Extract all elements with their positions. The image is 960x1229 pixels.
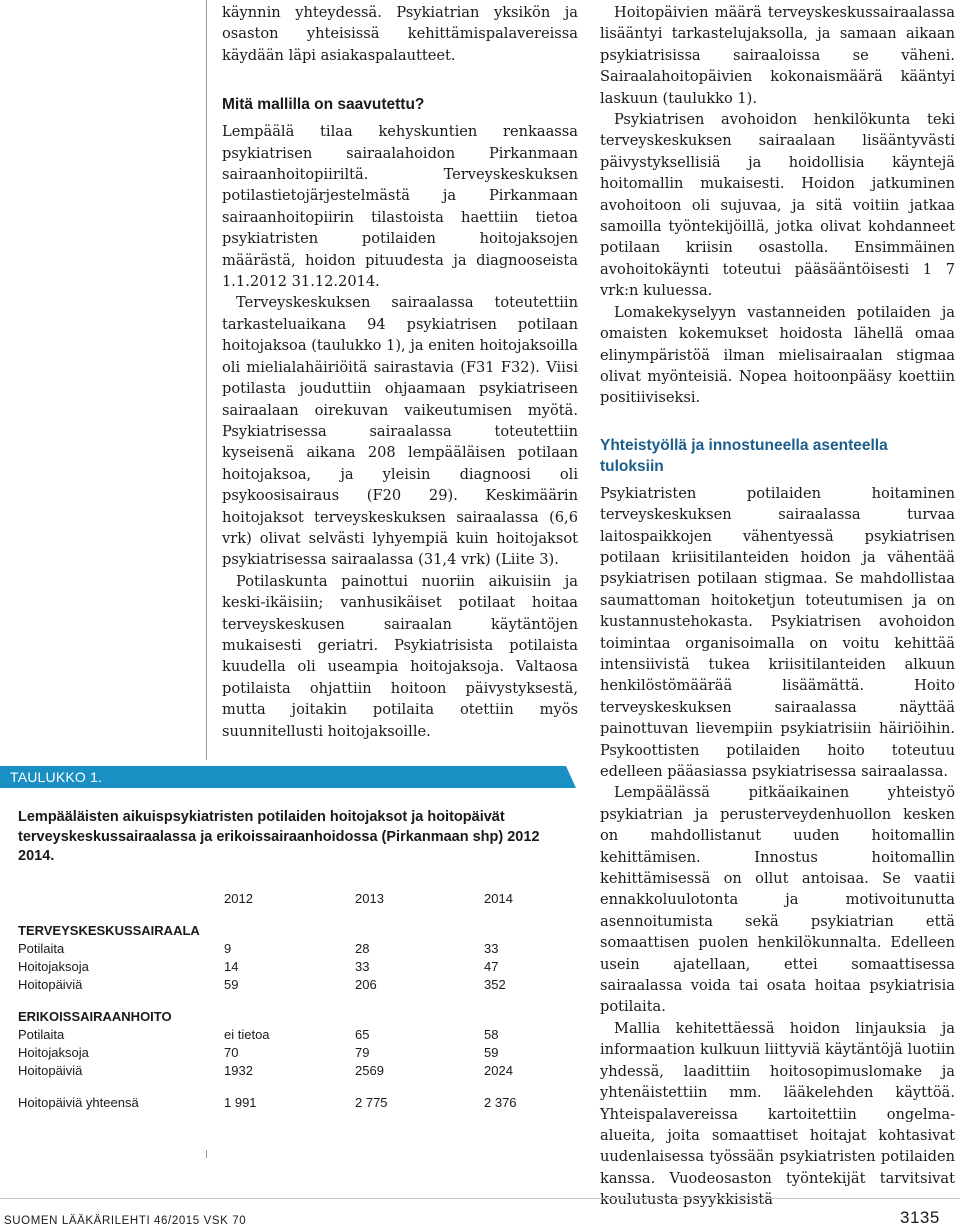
section-label: ERIKOISSAIRAANHOITO: [18, 1009, 172, 1024]
cell: 2 376: [484, 1095, 517, 1110]
column-header: 2012: [224, 891, 253, 906]
cell: 14: [224, 959, 239, 974]
table-row: [18, 940, 538, 958]
table-row: [18, 1062, 538, 1080]
column-header: 2014: [484, 891, 513, 906]
section-heading: Yhteistyöllä ja innostuneella asenteella tuloksiin: [600, 436, 888, 475]
table-tab: [0, 766, 576, 788]
row-label: Hoitojaksoja: [18, 959, 89, 974]
section-label: TERVEYSKESKUSSAIRAALA: [18, 923, 200, 938]
section-heading: Mitä mallilla on saavutettu?: [222, 96, 425, 114]
cell: 2569: [355, 1063, 384, 1078]
table-row: [18, 976, 538, 994]
table-row: [18, 958, 538, 976]
cell: 47: [484, 959, 499, 974]
table-header-row: [18, 890, 538, 908]
paragraph: Hoitopäivien määrä terveyskeskussairaalassa lisääntyi tarkastelujaksolla, ja samaan aikaan psykiatrisissa sairaaloissa se väheni. Sairaalahoitopäivien kokonaismäärä kääntyi laskuun (taulukko 1).: [600, 4, 955, 107]
cell: ei tietoa: [224, 1027, 270, 1042]
cell: 79: [355, 1045, 370, 1060]
article-column-right: [600, 2, 955, 1211]
table-total-row: [18, 1094, 538, 1112]
table-section-heading: [18, 1008, 538, 1026]
cell: 58: [484, 1027, 499, 1042]
page-number: 3135: [900, 1208, 940, 1227]
cell: 33: [355, 959, 370, 974]
row-label: Hoitopäiviä: [18, 1063, 83, 1078]
row-label: Potilaita: [18, 1027, 65, 1042]
column-divider-end: [206, 1150, 207, 1158]
cell: 65: [355, 1027, 370, 1042]
paragraph: Mallia kehitettäessä hoidon linjauksia ja informaation kulkuun liittyviä käytäntöjä luotiin yhdessä, laadittiin hoitosopimuslomake ja yhtenäistettiin mm. lääkelehden käyttöä. Yhteispalavereissa kartoitettiin ongelma-alueita, joita somaattiset hoitajat kohtasivat uudenlaisessa työssään psykiatristen potilaiden kanssa. Vuodeosaston työntekijät tarvitsivat koulutusta psyykkisistä: [600, 1019, 955, 1209]
cell: 2 775: [355, 1095, 388, 1110]
journal-footer: SUOMEN LÄÄKÄRILEHTI 46/2015 VSK 70: [4, 1215, 247, 1227]
paragraph: Potilaskunta painottui nuoriin aikuisiin ja keski-ikäisiin; vanhusikäiset potilaat hoitaa terveyskeskusen sairaalan käytäntöjen mukaisesti geriatri. Psykiatrisista potilaista kuudella oli useampia hoitojaksoja. Valtaosa potilaista ohjattiin hoitoon päivystyksestä, mutta joitakin potilaita otettiin myös suunnitellusti hoitojaksoille.: [222, 572, 578, 740]
column-header: 2013: [355, 891, 384, 906]
cell: 28: [355, 941, 370, 956]
paragraph: Terveyskeskuksen sairaalassa toteutettiin tarkasteluaikana 94 psykiatrisen potilaan hoitojaksoa (taulukko 1), ja eniten hoitojaksoilla oli mielialahäiriöitä sairastavia (F31 F32). Viisi potilasta jouduttiin ohjaamaan psykiatriseen sairaalaan oirekuvan vaikeutumisen myötä. Psykiatrisessa sairaalassa toteutettiin kyseisenä aikana 208 lempääläisen potilaan hoitojaksoa, ja yleisin diagnoosi oli psykoosisairaus (F20 29). Keskimäärin hoitojaksot terveyskeskuksen sairaalassa (6,6 vrk) olivat selvästi lyhyempiä kuin hoitojaksot psykiatrisessa sairaalassa (31,4 vrk) (Liite 3).: [222, 294, 578, 569]
paragraph: Lempäälässä pitkäaikainen yhteistyö psykiatrian ja perusterveydenhuollon kesken on mahdollistanut uuden hoitomallin kehittämisen. Innostus hoitomallin kehittämisessä on ollut antoisaa. Se vaatii ennakkoluulotonta ja motivoitunutta asennoitumista sekä psykiatrian että somaattisen puolen henkilökunnalta. Edelleen usein ajatellaan, ettei somaattisessa sairaalassa voida tai osata hoitaa psykiatrisia potilaita.: [600, 784, 955, 1016]
cell: 9: [224, 941, 232, 956]
paragraph: Psykiatrisen avohoidon henkilökunta teki terveyskeskuksen sairaalaan lisääntyvästi päivystyksellisiä ja hoidollisia käyntejä hoitomallin mukaisesti. Hoidon jatkuminen avohoitoon oli sujuvaa, ja sitä voitiin jatkaa samoilla työntekijöillä, jotka olivat kohdanneet potilaan kriisin osastolla. Ensimmäinen avohoitokäynti toteutui pääsääntöisesti 1 7 vrk:n kuluessa.: [600, 111, 955, 300]
paragraph: Lempäälä tilaa kehyskuntien renkaassa psykiatrisen sairaalahoidon Pirkanmaan sairaanhoitopiiriltä. Terveyskeskuksen potilastietojärjestelmästä ja Pirkanmaan sairaanhoitopiirin tilastoista haettiin tietoa psykiatristen potilaiden hoitojaksojen määrästä, hoidon pituudesta ja diagnooseista 1.1.2012 31.12.2014.: [222, 123, 578, 291]
row-label: Potilaita: [18, 941, 65, 956]
row-label: Hoitopäiviä yhteensä: [18, 1095, 139, 1110]
cell: 59: [224, 977, 239, 992]
table-caption: Lempääläisten aikuispsykiatristen potilaiden hoitojaksot ja hoitopäivät terveyskeskussairaalassa ja erikoissairaanhoidossa (Pirkanmaan shp) 2012 2014.: [18, 809, 540, 864]
table-row: [18, 1044, 538, 1062]
table-section-heading: [18, 922, 538, 940]
cell: 1 991: [224, 1095, 257, 1110]
paragraph: Psykiatristen potilaiden hoitaminen terveyskeskuksen sairaalassa turvaa laitospaikkojen vähentyessä psykiatrisen potilaan kriisitilanteiden hoidon ja vähentää psykiatrisen potilaan stigmaa. Se mahdollistaa saumattoman hoitoketjun toteutumisen ja on kustannustehokasta. Psykiatrisen avohoidon toimintaa organisoimalla on voitu kehittää intensiivistä tukea kriisitilanteiden alkuun henkilöstömäärää lisäämättä. Hoito terveyskeskuksen sairaalassa näyttää painottuvan lievempiin psykiatrisiin häiriöihin. Psykoottisten potilaiden hoito toteutuu edelleen pääasiassa psykiatrisessa sairaalassa.: [600, 484, 955, 780]
paragraph: käynnin yhteydessä. Psykiatrian yksikön ja osaston yhteisissä kehittämispalavereissa käydään läpi asiakaspalautteet.: [222, 4, 578, 64]
cell: 70: [224, 1045, 239, 1060]
column-divider: [206, 0, 207, 760]
table-row: [18, 1026, 538, 1044]
cell: 352: [484, 977, 506, 992]
footer-rule: [0, 1198, 960, 1199]
article-column-middle: [222, 2, 578, 742]
cell: 206: [355, 977, 377, 992]
cell: 1932: [224, 1063, 253, 1078]
cell: 2024: [484, 1063, 513, 1078]
cell: 59: [484, 1045, 499, 1060]
paragraph: Lomakekyselyyn vastanneiden potilaiden ja omaisten kokemukset hoidosta lähellä omaa elinympäristöä ilman mielisairaalan stigmaa olivat myönteisiä. Nopea hoitoonpääsy koettiin positiiviseksi.: [600, 303, 955, 407]
table-tab-label: TAULUKKO 1.: [10, 769, 103, 785]
row-label: Hoitojaksoja: [18, 1045, 89, 1060]
row-label: Hoitopäiviä: [18, 977, 83, 992]
data-table: [18, 890, 538, 1112]
cell: 33: [484, 941, 499, 956]
